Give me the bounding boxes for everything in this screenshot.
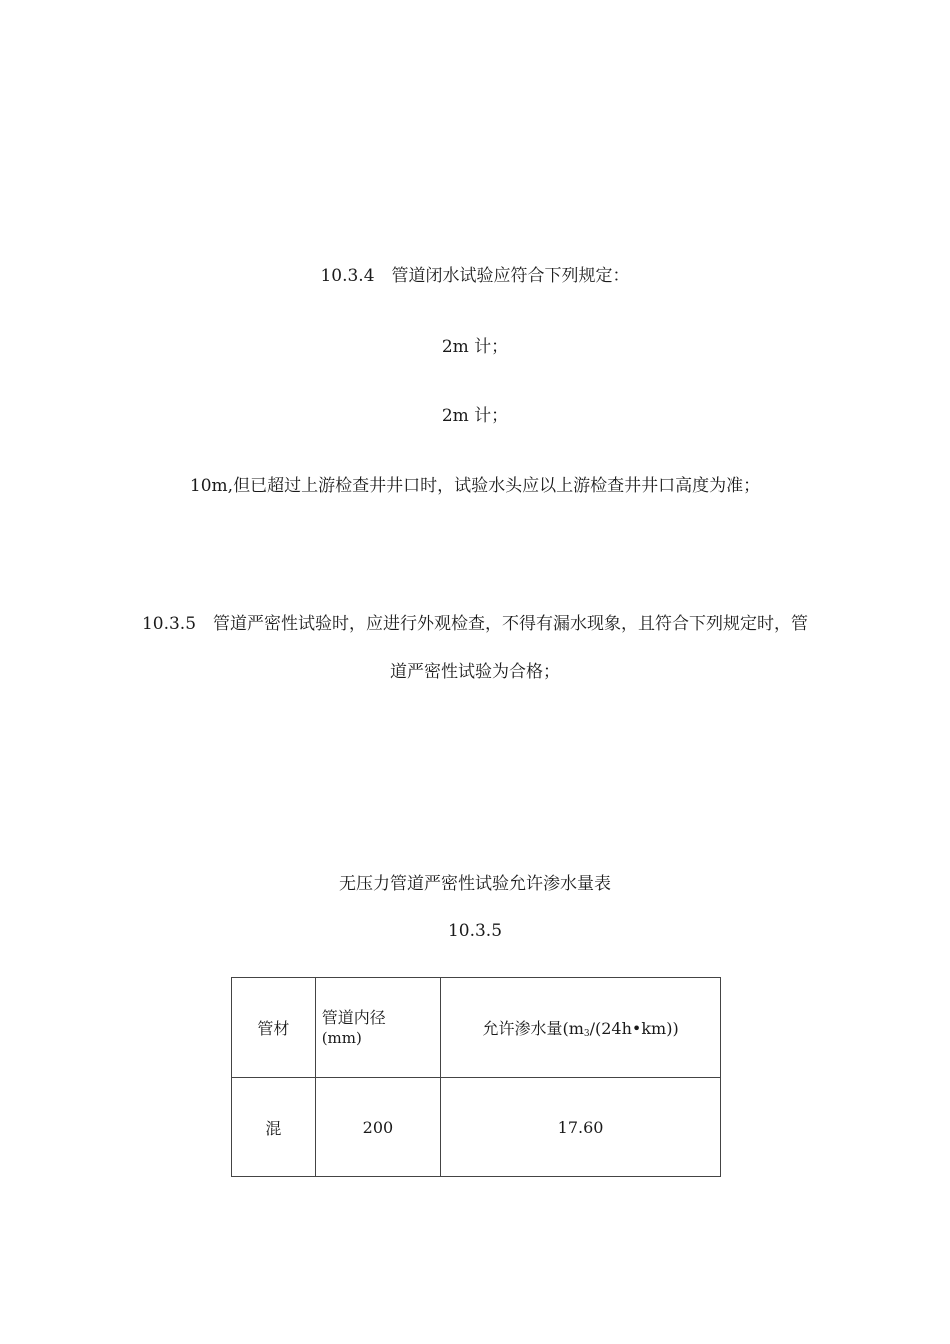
clause-10-3-4-item-1: 2m 计；	[441, 337, 509, 357]
table-title: 无压力管道严密性试验允许渗水量表	[339, 874, 611, 894]
clause-10-3-5-line-1: 10.3.5 管道严密性试验时，应进行外观检查，不得有漏水现象，且符合下列规定时，管	[141, 614, 809, 634]
header-allowance-suffix: /(24h•km))	[589, 1019, 679, 1038]
header-allowance-sup: 3	[583, 1029, 590, 1039]
seepage-allowance-table	[231, 977, 721, 1177]
clause-10-3-4-item-2: 2m 计；	[441, 406, 509, 426]
header-diameter-label: 管道内径	[321, 1007, 386, 1027]
clause-10-3-4-heading: 10.3.4 管道闭水试验应符合下列规定：	[320, 266, 630, 286]
cell-material: 混	[232, 1078, 316, 1177]
table-row	[232, 1078, 721, 1177]
header-diameter	[315, 978, 440, 1078]
header-diameter-unit: (mm)	[321, 1028, 362, 1047]
clause-10-3-4-item-3: 10m,但已超过上游检查井井口时，试验水头应以上游检查井井口高度为准；	[189, 476, 761, 496]
header-allowance-prefix: 允许渗水量(m	[482, 1019, 584, 1038]
cell-diameter: 200	[315, 1078, 440, 1177]
cell-allowance: 17.60	[441, 1078, 721, 1177]
clause-10-3-5-line-2: 道严密性试验为合格；	[390, 662, 560, 682]
header-material: 管材	[232, 978, 316, 1078]
table-header-row	[232, 978, 721, 1078]
header-allowance	[441, 978, 721, 1078]
table-number: 10.3.5	[447, 921, 503, 941]
